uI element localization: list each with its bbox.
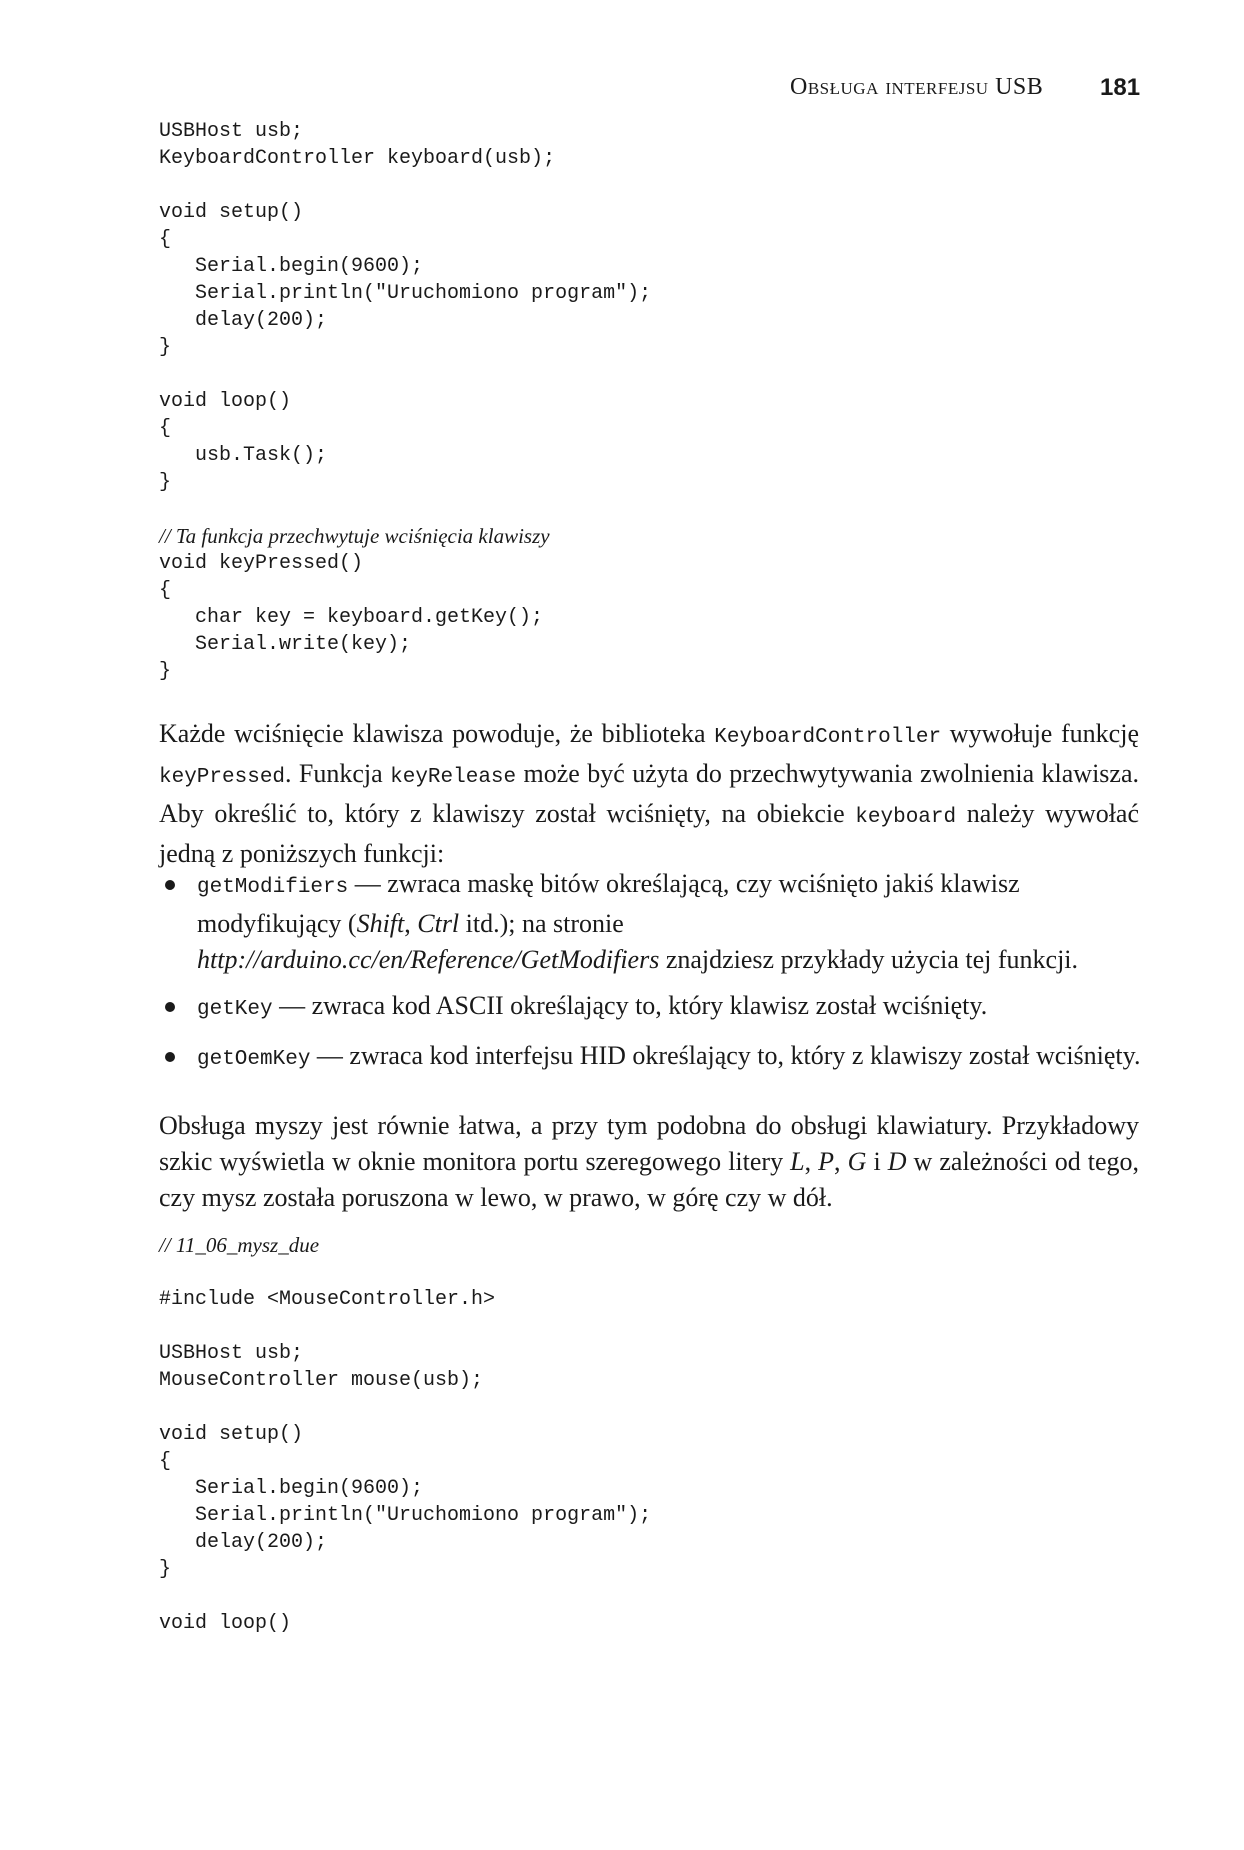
code-line: Serial.write(key); xyxy=(159,633,412,656)
text: . Funkcja xyxy=(285,759,391,788)
italic-text: Ctrl xyxy=(417,909,460,938)
code-block-mouse xyxy=(159,1232,651,1637)
code-line: void setup() xyxy=(159,201,304,224)
text: , xyxy=(834,1147,848,1176)
code-line: Serial.println("Uruchomiono program"); xyxy=(159,282,652,305)
inline-code: keyRelease xyxy=(390,766,517,789)
code-line xyxy=(159,496,651,523)
code-line xyxy=(159,172,651,199)
function-list xyxy=(159,866,1144,1088)
italic-letter: P xyxy=(818,1147,835,1176)
code-comment: // 11_06_mysz_due xyxy=(159,1233,320,1257)
code-line: Serial.println("Uruchomiono program"); xyxy=(159,1504,652,1527)
inline-code: getModifiers xyxy=(197,876,349,899)
code-line: void loop() xyxy=(159,390,292,413)
code-line: { xyxy=(159,579,172,602)
text: znajdziesz przykłady użycia tej funkcji. xyxy=(659,945,1079,974)
inline-code: getOemKey xyxy=(197,1048,311,1071)
code-line: Serial.begin(9600); xyxy=(159,1477,424,1500)
text: itd.); na stronie xyxy=(459,909,624,938)
running-head: Obsługa interfejsu USB xyxy=(790,74,1044,100)
code-line: delay(200); xyxy=(159,1531,328,1554)
url-text: http://arduino.cc/en/Reference/GetModifiers xyxy=(197,945,660,974)
paragraph-mouse xyxy=(159,1108,1139,1216)
bullet-icon xyxy=(165,880,175,890)
italic-letter: G xyxy=(847,1147,867,1176)
code-line xyxy=(159,1313,651,1340)
italic-letter: D xyxy=(887,1147,907,1176)
code-line: void keyPressed() xyxy=(159,552,364,575)
code-line: #include <MouseController.h> xyxy=(159,1288,496,1311)
text: — zwraca kod interfejsu HID określający to, który z klawiszy został wciśnięty. xyxy=(310,1041,1141,1070)
code-line: KeyboardController keyboard(usb); xyxy=(159,147,556,170)
list-item xyxy=(159,1038,1144,1078)
code-line: Serial.begin(9600); xyxy=(159,255,424,278)
text: należy wywołać jedną z poniższych funkcji: xyxy=(159,799,1140,868)
code-line: USBHost usb; xyxy=(159,120,304,143)
code-line: { xyxy=(159,228,172,251)
inline-code: getKey xyxy=(197,998,273,1021)
code-line: delay(200); xyxy=(159,309,328,332)
list-item xyxy=(159,988,1144,1028)
page-number: 181 xyxy=(1100,74,1141,101)
italic-letter: L xyxy=(790,1147,805,1176)
code-line: { xyxy=(159,417,172,440)
code-line: } xyxy=(159,471,172,494)
code-line xyxy=(159,361,651,388)
code-line: char key = keyboard.getKey(); xyxy=(159,606,544,629)
list-item xyxy=(159,866,1144,978)
inline-code: KeyboardController xyxy=(714,726,942,749)
bullet-icon xyxy=(165,1002,175,1012)
bullet-icon xyxy=(165,1052,175,1062)
code-line: usb.Task(); xyxy=(159,444,328,467)
text: , xyxy=(404,909,418,938)
code-line: } xyxy=(159,1558,172,1581)
code-line xyxy=(159,1259,651,1286)
inline-code: keyPressed xyxy=(159,766,286,789)
text: Obsługa myszy jest równie łatwa, a przy tym podobna do obsługi klawiatury. Przykładowy szkic wyświetla w oknie monitora portu szeregowego litery xyxy=(159,1111,1139,1176)
code-block-keyboard xyxy=(159,118,651,685)
text: — zwraca maskę bitów określającą, czy wciśnięto jakiś klawisz modyfikujący ( xyxy=(197,869,1020,938)
text: , xyxy=(804,1147,819,1176)
code-line: void setup() xyxy=(159,1423,304,1446)
text: — zwraca kod ASCII określający to, który klawisz został wciśnięty. xyxy=(272,991,988,1020)
code-comment: // Ta funkcja przechwytuje wciśnięcia klawiszy xyxy=(159,524,550,548)
code-line: MouseController mouse(usb); xyxy=(159,1369,484,1392)
text: w zależności od tego, czy mysz została poruszona w lewo, w prawo, w górę czy w dół. xyxy=(159,1147,1140,1212)
code-line: } xyxy=(159,336,172,359)
code-line: USBHost usb; xyxy=(159,1342,304,1365)
text: wywołuje funkcję xyxy=(941,719,1139,748)
code-line xyxy=(159,1394,651,1421)
code-line: void loop() xyxy=(159,1612,292,1635)
code-line: } xyxy=(159,660,172,683)
italic-text: Shift xyxy=(356,909,405,938)
code-line: { xyxy=(159,1450,172,1473)
text: może być użyta do przechwytywania zwolnienia klawisza. Aby określić to, który z klawiszy został wciśnięty, na obiekcie xyxy=(159,759,1139,828)
text: Każde wciśnięcie klawisza powoduje, że biblioteka xyxy=(159,719,715,748)
code-line xyxy=(159,1583,651,1610)
text: i xyxy=(866,1147,888,1176)
paragraph-keyboard xyxy=(159,716,1139,872)
inline-code: keyboard xyxy=(855,806,957,829)
